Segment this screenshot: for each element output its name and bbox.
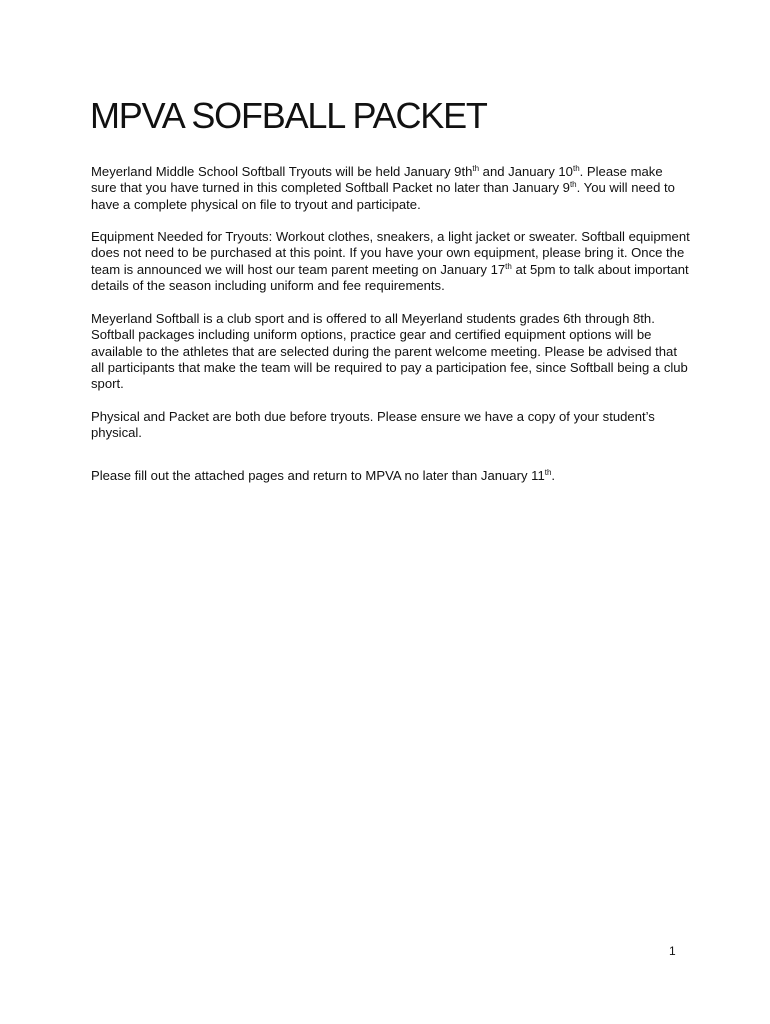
ordinal-suffix: th: [569, 180, 577, 190]
page-title: MPVA SOFBALL PACKET: [90, 95, 487, 136]
paragraph-text: and January 10: [479, 164, 573, 179]
paragraph-text: at 5pm to talk about important details of the season including uniform and fee requirements.: [91, 261, 689, 293]
paragraph-equipment: [91, 229, 691, 294]
ordinal-suffix: th: [472, 164, 480, 173]
ordinal-suffix: th: [505, 261, 512, 271]
paragraph-return-instructions: [91, 468, 691, 484]
paragraph-text: Please fill out the attached pages and return to MPVA no later than January 11: [91, 468, 545, 483]
paragraph-text: Equipment Needed for Tryouts: Workout clothes, sneakers, a light jacket or sweater. Softball equipment does not need to be purchased at this point. If you have your own equipment, please bring it. Once the team is announced we will host our team parent meeting on January 17: [91, 229, 690, 277]
paragraph-text: . You will need to have a complete physical on file to tryout and participate.: [91, 180, 675, 212]
paragraph-club-sport: Meyerland Softball is a club sport and is offered to all Meyerland students grades 6th through 8th. Softball packages including uniform options, practice gear and certified equipment options will be available to the athletes that are selected during the parent welcome meeting. Please be advised that all participants that make the team will be required to pay a participation fee, since Softball being a club sport.: [91, 311, 688, 392]
paragraph-physical: Physical and Packet are both due before tryouts. Please ensure we have a copy of your student’s physical.: [91, 409, 655, 441]
page-number: 1: [669, 944, 676, 958]
ordinal-suffix: th: [544, 468, 552, 477]
paragraph-tryout-dates: [91, 164, 691, 213]
paragraph-text: .: [551, 468, 556, 483]
paragraph-text: Meyerland Middle School Softball Tryouts will be held January 9th: [91, 164, 473, 179]
paragraph-text: . Please make sure that you have turned in this completed Softball Packet no later than January 9: [91, 164, 663, 196]
ordinal-suffix: th: [572, 164, 580, 173]
